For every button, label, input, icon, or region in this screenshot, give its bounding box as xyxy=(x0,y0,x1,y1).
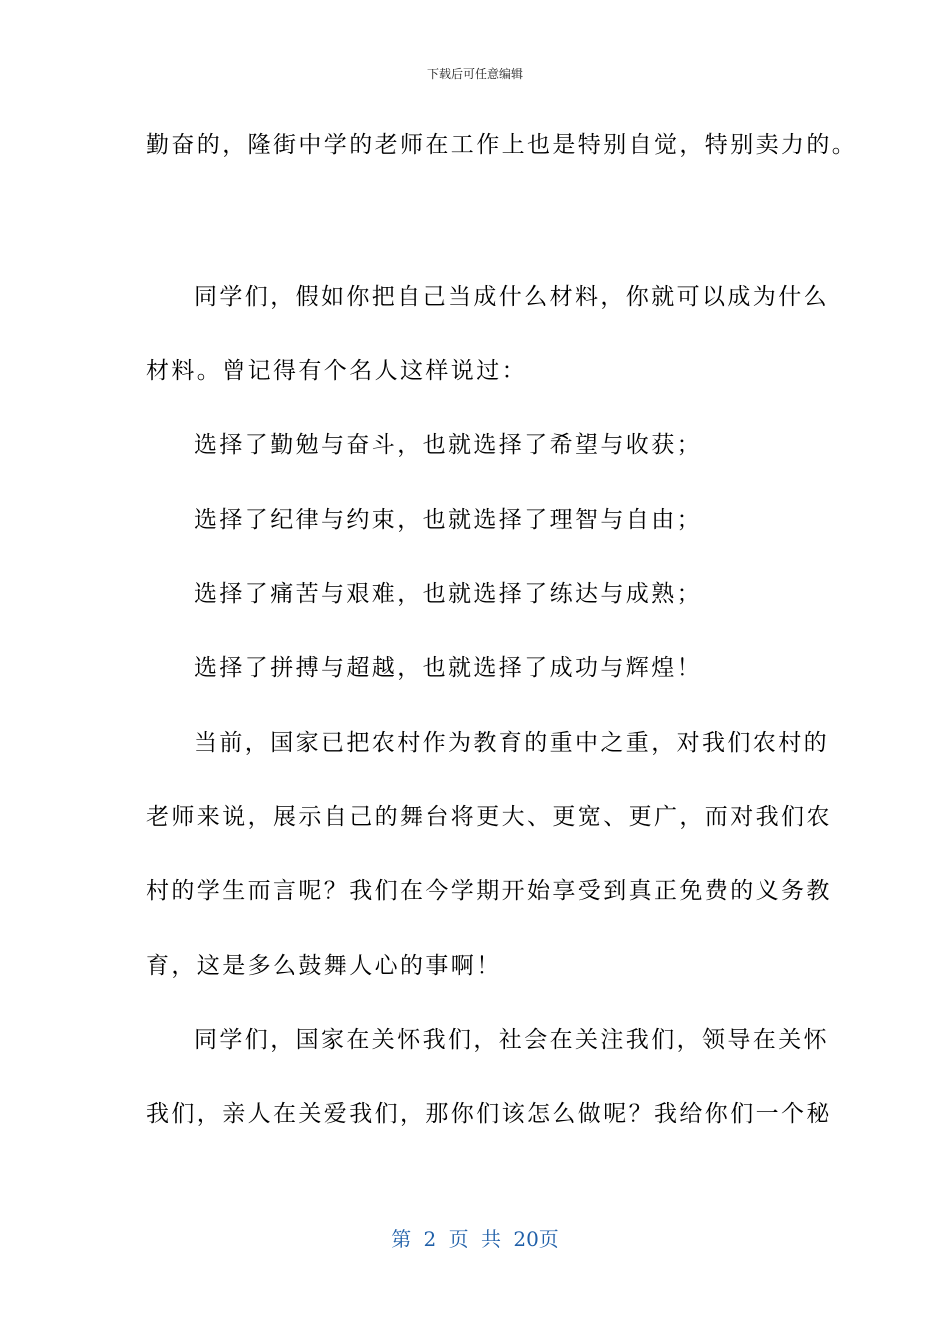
text-line: 选择了勤勉与奋斗，也就选择了希望与收获； xyxy=(194,432,702,458)
page-header: 下载后可任意编辑 xyxy=(426,67,523,81)
text-line: 勤奋的，隆街中学的老师在工作上也是特别自觉，特别卖力的。 xyxy=(146,132,858,158)
text-line: 选择了拼搏与超越，也就选择了成功与辉煌！ xyxy=(194,655,702,681)
text-line: 村的学生而言呢？我们在今学期开始享受到真正免费的义务教 xyxy=(146,878,832,904)
text-line: 育，这是多么鼓舞人心的事啊！ xyxy=(146,953,502,979)
text-line: 同学们，国家在关怀我们，社会在关注我们，领导在关怀 xyxy=(194,1027,829,1053)
text-line: 选择了纪律与约束，也就选择了理智与自由； xyxy=(194,507,702,533)
text-line: 材料。曾记得有个名人这样说过： xyxy=(146,358,527,384)
text-line: 我们，亲人在关爱我们，那你们该怎么做呢？我给你们一个秘 xyxy=(146,1101,832,1127)
page-number-footer: 第 2 页 共 20页 xyxy=(391,1227,559,1251)
text-line: 老师来说，展示自己的舞台将更大、更宽、更广，而对我们农 xyxy=(146,804,832,830)
text-line: 当前，国家已把农村作为教育的重中之重，对我们农村的 xyxy=(194,730,829,756)
text-line: 选择了痛苦与艰难，也就选择了练达与成熟； xyxy=(194,581,702,607)
text-line: 同学们，假如你把自己当成什么材料，你就可以成为什么 xyxy=(194,284,829,310)
